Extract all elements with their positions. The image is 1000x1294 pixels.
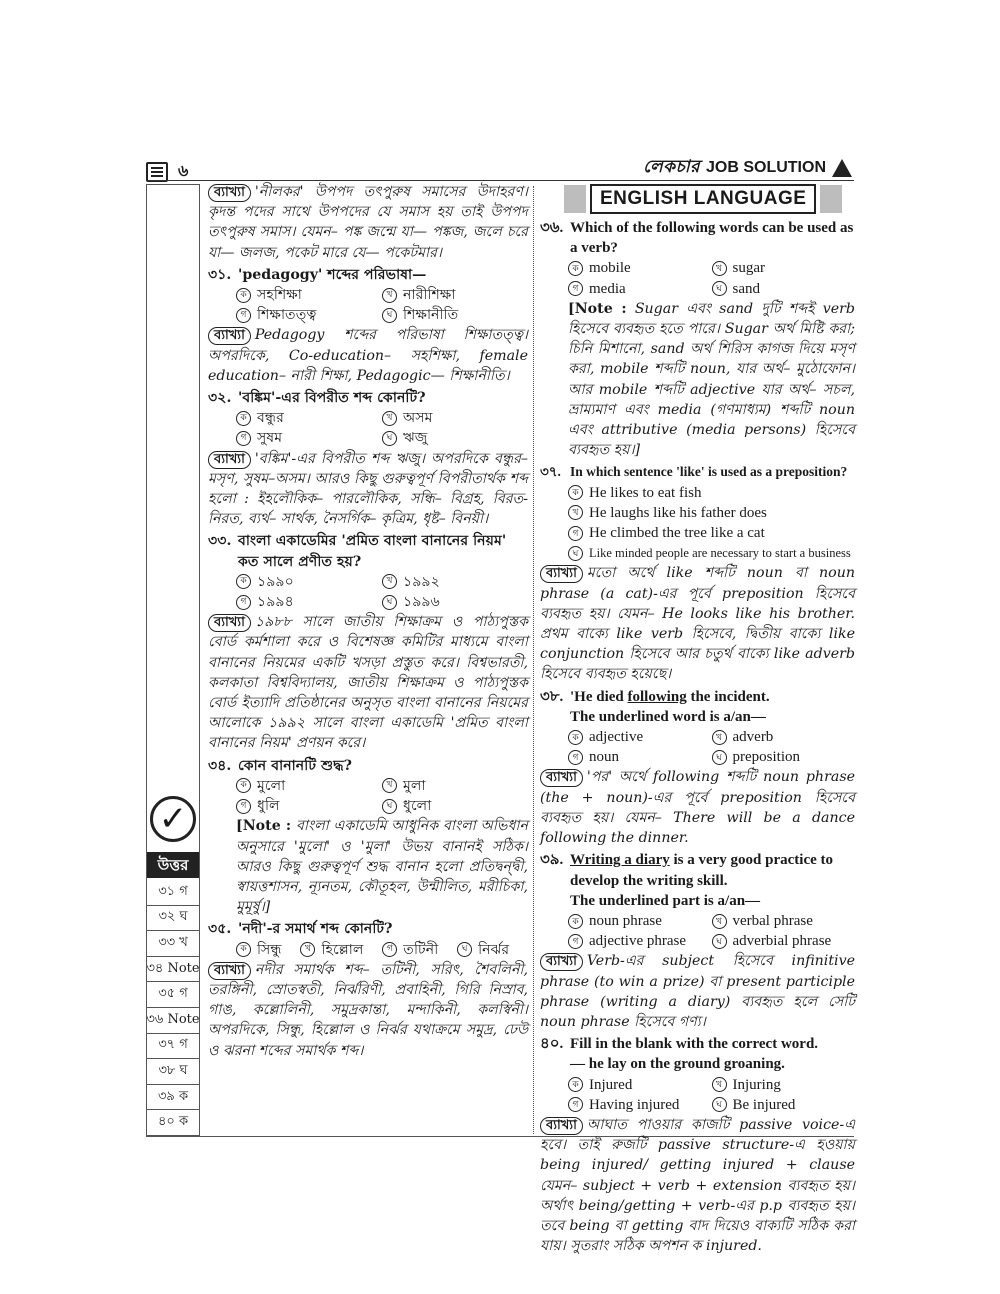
question-31 <box>208 265 528 285</box>
option-kha <box>712 1075 856 1095</box>
option-marker: গ <box>568 934 583 949</box>
option-text: ১৯৯৬ <box>403 594 440 611</box>
option-ka <box>568 258 712 278</box>
header-divider <box>146 180 854 181</box>
explanation-block <box>208 325 528 386</box>
option-text: মুলো <box>257 777 286 794</box>
option-marker: খ <box>712 730 727 745</box>
brand-name: লেকচার <box>643 157 700 177</box>
option-gha <box>712 279 856 299</box>
explanation-text: নদীর সমার্থক শব্দ– তটিনী, সরিৎ, শৈবলিনী, তরঙ্গিনী, স্রোতস্বতী, নির্ঝরিণী, প্রবাহিনী, গিরি নিস্রাব, গাঙ, কল্লোলিনী, সমুদ্রকান্তা, মন্দাকিনী, কলস্বিনী। অপরদিকে, সিন্ধু, হিল্লোল ও নির্ঝর যথাক্রমে সমুদ্র, ঢেউ ও ঝরনা শব্দের সমার্থক শব্দ। <box>208 961 528 1059</box>
option-ka <box>236 940 300 960</box>
note-text: বাংলা একাডেমি আধুনিক বাংলা অভিধান অনুসারে 'মুলো' ও 'মুলা' উভয় বানানই সঠিক। আরও কিছু গুরুত্বপূর্ণ শুদ্ধ বানান হলো প্রতিদ্বন্দ্বী, স্বায়ত্তশাসন, ন্যূনতম, কৌতূহল, উন্মীলিত, মরীচিকা, মুমূর্ষু।] <box>236 818 528 916</box>
option-marker: গ <box>236 308 251 323</box>
explanation-block <box>208 960 528 1061</box>
option-text: নির্ঝর <box>478 941 510 958</box>
option-text: He climbed the tree like a cat <box>589 525 765 542</box>
option-text: adverb <box>732 729 774 746</box>
option-marker: ক <box>568 261 583 276</box>
question-33-options <box>208 572 528 612</box>
question-number: ৩৩. <box>208 533 232 550</box>
question-39-options <box>540 911 855 951</box>
option-text: ধুলি <box>257 798 280 815</box>
option-ga <box>568 279 712 299</box>
book-icon <box>146 162 168 182</box>
option-ka <box>236 408 382 428</box>
option-marker: ক <box>568 914 583 929</box>
note-block: [Note : বাংলা একাডেমি আধুনিক বাংলা অভিধান অনুসারে 'মুলো' ও 'মুলা' উভয় বানানই সঠিক। আরও কিছু গুরুত্বপূর্ণ শুদ্ধ বানান হলো প্রতিদ্বন্দ্বী, স্বায়ত্তশাসন, ন্যূনতম, কৌতূহল, উন্মীলিত, মরীচিকা, মুমূর্ষু।] <box>236 818 528 916</box>
option-ka <box>236 776 382 796</box>
explanation-block <box>208 449 528 530</box>
option-gha <box>712 931 856 951</box>
option-marker: খ <box>382 288 397 303</box>
question-number: ৩৪. <box>208 757 232 774</box>
option-text: ১৯৯০ <box>257 573 294 590</box>
option-marker: ক <box>568 1077 583 1092</box>
option-ga <box>382 940 457 960</box>
option-ga <box>568 523 855 543</box>
explanation-tag: ব্যাখ্যা <box>540 953 583 971</box>
option-marker: ক <box>568 730 583 745</box>
option-marker: ঘ <box>382 431 397 446</box>
option-marker: ক <box>236 942 251 957</box>
option-ga <box>236 592 382 612</box>
banner-accent <box>820 185 842 213</box>
answer-key-row: ৩৭ গ <box>147 1034 199 1060</box>
note-block: [Note : Sugar এবং sand দুটি শব্দই verb হিসেবে ব্যবহৃত হতে পারে। Sugar অর্থ মিষ্টি করা; চিনি মিশানো, sand অর্থ শিরিস কাগজ দিয়ে মসৃণ করা, mobile শব্দটি noun, যার অর্থ– মুঠোফোন। আর mobile শব্দটি adjective যার অর্থ– সচল, ভ্রাম্যমাণ এবং media (গণমাধ্যম) শব্দটি noun এবং attributive (media persons) হিসেবে ব্যবহৃত হয়।] <box>568 300 855 459</box>
explanation-text: আঘাত পাওয়ার কাজটি passive voice-এ হবে। তাই রুজটি passive structure-এ হওয়ায় being injured/ getting injured + clause যেমন– subject + verb + extension ব্যবহৃত হয়। অর্থাৎ being/getting + verb-এর p.p ব্যবহৃত হয়। তবে being বা getting বাদ দিয়েও বাক্যটি সঠিক করা যায়। সুতরাং সঠিক অপশন ক injured. <box>540 1116 855 1255</box>
question-subtext: The underlined word is a/an— <box>570 708 766 725</box>
option-text: সুষম <box>257 430 283 447</box>
option-text: He laughs like his father does <box>589 504 767 521</box>
option-marker: ঘ <box>568 546 583 561</box>
question-38-options <box>540 727 855 767</box>
explanation-text: 'বঙ্কিম'-এর বিপরীত শব্দ ঋজু। অপরদিকে বন্ধুর– মসৃণ, সুষম–অসম। আরও কিছু গুরুত্বপূর্ণ বিপরীতার্থক শব্দ হলো : ইহলৌকিক– পারলৌকিক, সন্ধি– বিগ্রহ, বিরত-নিরত, ব্যর্থ– সার্থক, নৈসর্গিক– কৃত্রিম, ধৃষ্ট– বিনয়ী। <box>208 450 528 528</box>
option-text: নারীশিক্ষা <box>403 287 456 304</box>
option-marker: ঘ <box>712 750 727 765</box>
option-marker: খ <box>712 914 727 929</box>
question-text-part: 'He died <box>570 688 628 705</box>
option-text: Like minded people are necessary to start a business <box>589 546 851 561</box>
option-marker: গ <box>568 526 583 541</box>
question-34 <box>208 756 528 776</box>
explanation-text: Pedagogy শব্দের পরিভাষা শিক্ষাতত্ত্ব। অপরদিকে, Co-education– সহশিক্ষা, female education– নারী শিক্ষা, Pedagogic— শিক্ষানীতি। <box>208 327 528 384</box>
option-kha <box>712 258 856 278</box>
option-text: sand <box>732 280 760 297</box>
question-number: ৩৯. <box>540 852 564 869</box>
question-37 <box>540 462 855 482</box>
option-kha <box>382 408 528 428</box>
option-text: শিক্ষাতত্ত্ব <box>257 307 317 324</box>
checkmark-icon: ✓ <box>150 796 196 842</box>
explanation-tag: ব্যাখ্যা <box>540 1117 583 1135</box>
question-40-options <box>540 1075 855 1115</box>
note-text: Sugar এবং sand দুটি শব্দই verb হিসেবে ব্যবহৃত হতে পারে। Sugar অর্থ মিষ্টি করা; চিনি মিশানো, sand অর্থ শিরিস কাগজ দিয়ে মসৃণ করা, mobile শব্দটি noun, যার অর্থ– মুঠোফোন। আর mobile শব্দটি adjective যার অর্থ– সচল, ভ্রাম্যমাণ এবং media (গণমাধ্যম) শব্দটি noun এবং attributive (media persons) হিসেবে ব্যবহৃত হয়।] <box>568 300 855 459</box>
question-34-options <box>208 776 528 816</box>
explanation-block <box>540 767 855 848</box>
question-subtext: — he lay on the ground groaning. <box>570 1056 785 1073</box>
column-divider <box>533 186 534 1134</box>
option-gha <box>382 592 528 612</box>
answer-key-row: ৩৮ ঘ <box>147 1059 199 1085</box>
question-text: 'pedagogy' শব্দের পরিভাষা— <box>238 266 427 283</box>
explanation-block <box>208 182 528 263</box>
option-text: ১৯৯৪ <box>257 594 294 611</box>
explanation-text: ১৯৮৮ সালে জাতীয় শিক্ষাক্রম ও পাঠ্যপুস্তক বোর্ড কর্মশালা করে ও বিশেষজ্ঞ কমিটির মাধ্যমে বাংলা বানানের নিয়মের একটি খসড়া প্রস্তুত করে। বিশ্বভারতী, কলকাতা বিশ্ববিদ্যালয়, জাতীয় শিক্ষাক্রম ও পাঠ্যপুস্তক বোর্ড ইত্যাদি প্রতিষ্ঠানের অনুসৃত বাংলা বানানের নিয়মের আলোকে ১৯৯২ সালে বাংলা একাডেমি 'প্রমিত বাংলা বানানের নিয়ম' প্রণয়ন করে। <box>208 614 528 752</box>
option-marker: গ <box>568 750 583 765</box>
question-38 <box>540 687 855 727</box>
option-ka <box>568 483 855 503</box>
explanation-text: Verb-এর subject হিসেবে infinitive phrase (to win a prize) বা present participle phrase (writing a diary) ব্যবহৃত হলে সেটি noun phrase হিসেবে গণ্য। <box>540 953 855 1030</box>
question-text: In which sentence 'like' is used as a preposition? <box>570 464 848 480</box>
option-text: ঋজু <box>403 430 428 447</box>
option-gha <box>568 543 855 563</box>
option-kha <box>382 285 528 305</box>
question-text-part: Fill in the blank with the correct word. <box>570 1036 819 1053</box>
option-text: Be injured <box>732 1096 796 1113</box>
option-text: অসম <box>403 410 433 427</box>
question-35 <box>208 919 528 939</box>
option-text: Having injured <box>589 1096 680 1113</box>
option-gha <box>712 1095 856 1115</box>
option-ka <box>568 911 712 931</box>
option-marker: ক <box>236 288 251 303</box>
answer-key-row: ৩৯ ক <box>147 1085 199 1111</box>
option-gha <box>712 747 856 767</box>
option-ka <box>568 727 712 747</box>
question-text: Which of the following words can be used as a verb? <box>570 220 854 257</box>
question-subtext: The underlined part is a/an— <box>570 892 761 909</box>
explanation-tag: ব্যাখ্যা <box>208 451 251 469</box>
option-marker: ঘ <box>382 308 397 323</box>
question-number: ৪০. <box>540 1036 564 1053</box>
underlined-phrase: Writing a diary <box>570 852 670 869</box>
option-kha <box>712 727 856 747</box>
explanation-tag: ব্যাখ্যা <box>208 184 251 202</box>
question-text <box>570 687 855 727</box>
option-text: noun <box>589 749 619 766</box>
option-text: হিল্লোল <box>321 941 364 958</box>
option-text: শিক্ষানীতি <box>403 307 459 324</box>
option-text: mobile <box>589 260 631 277</box>
question-text: 'বঙ্কিম'-এর বিপরীত শব্দ কোনটি? <box>238 390 426 407</box>
option-ka <box>568 1075 712 1095</box>
option-marker: ক <box>568 485 583 500</box>
explanation-tag: ব্যাখ্যা <box>208 614 251 632</box>
explanation-tag: ব্যাখ্যা <box>540 769 583 787</box>
section-banner <box>564 184 855 214</box>
option-ga <box>568 931 712 951</box>
option-kha <box>382 572 528 592</box>
option-marker: খ <box>300 942 315 957</box>
page-header-right <box>643 154 852 182</box>
question-text: 'নদী'-র সমার্থ শব্দ কোনটি? <box>238 921 393 938</box>
option-text: বন্ধুর <box>257 410 284 427</box>
option-marker: গ <box>568 1097 583 1112</box>
brand-logo-icon <box>832 159 852 177</box>
question-text: বাংলা একাডেমির 'প্রমিত বাংলা বানানের নিয়ম' কত সালে প্রণীত হয়? <box>238 533 507 570</box>
english-questions-column <box>540 182 855 1256</box>
explanation-block <box>540 1115 855 1256</box>
option-marker: গ <box>382 942 397 957</box>
question-36-options <box>540 258 855 298</box>
answer-key-row: ৩৩ খ <box>147 931 199 957</box>
option-marker: ঘ <box>712 281 727 296</box>
question-33 <box>208 531 528 571</box>
option-gha <box>457 940 528 960</box>
underlined-word: following <box>627 688 687 705</box>
option-ga <box>568 1095 712 1115</box>
option-text: media <box>589 280 626 297</box>
explanation-block <box>540 951 855 1032</box>
option-text: noun phrase <box>589 912 662 929</box>
question-number: ৩৭. <box>540 464 561 480</box>
question-40 <box>540 1034 855 1074</box>
option-kha <box>300 940 382 960</box>
option-marker: খ <box>712 261 727 276</box>
question-32 <box>208 388 528 408</box>
option-marker: ক <box>236 574 251 589</box>
explanation-block <box>208 612 528 753</box>
note-label: Note : <box>574 300 627 317</box>
option-text: He likes to eat fish <box>589 484 702 501</box>
brand-tagline: JOB SOLUTION <box>705 159 826 176</box>
option-text: preposition <box>732 749 800 766</box>
option-text: Injured <box>589 1076 633 1093</box>
option-ga <box>236 796 382 816</box>
option-ka <box>236 285 382 305</box>
option-marker: ঘ <box>712 1097 727 1112</box>
answer-key-title: উত্তর <box>147 852 199 878</box>
option-text: তটিনী <box>403 941 439 958</box>
option-text: ১৯৯২ <box>403 573 440 590</box>
answer-key-row: ৩২ ঘ <box>147 906 199 932</box>
option-text: sugar <box>732 260 765 277</box>
option-marker: ক <box>236 411 251 426</box>
question-36 <box>540 218 855 258</box>
explanation-text: মতো অর্থে like শব্দটি noun বা noun phrase (a cat)-এর পূর্বে preposition হিসেবে ব্যবহৃত হয়। যেমন– He looks like his brother. প্রথম বাক্যে like verb হিসেবে, দ্বিতীয় বাক্যে like conjunction হিসেবে আর চতুর্থ বাক্যে like adverb হিসেবে ব্যবহৃত হয়েছে। <box>540 565 855 683</box>
option-marker: গ <box>568 281 583 296</box>
option-gha <box>382 796 528 816</box>
question-number: ৩২. <box>208 390 232 407</box>
question-39 <box>540 850 855 911</box>
option-marker: ঘ <box>712 934 727 949</box>
section-title: ENGLISH LANGUAGE <box>590 184 816 214</box>
question-text: কোন বানানটি শুদ্ধ? <box>238 757 352 774</box>
option-ga <box>568 747 712 767</box>
option-ka <box>236 572 382 592</box>
option-marker: গ <box>236 431 251 446</box>
option-marker: গ <box>236 595 251 610</box>
page-number: ৬ <box>178 161 189 180</box>
explanation-text: 'নীলকর' উপপদ তৎপুরুষ সমাসের উদাহরণ। কৃদন্ত পদের সাথে উপপদের যে সমাস হয় তাই উপপদ তৎপুরুষ সমাস। যেমন– পঙ্ক জন্মে যা— পঙ্কজ, জলে চরে যা— জলজ, পকেট মারে যে— পকেটমার। <box>208 184 528 261</box>
option-marker: ঘ <box>382 595 397 610</box>
note-label: Note : <box>242 818 292 835</box>
question-text-part: is a very good practice to develop the writing skill. <box>570 852 834 889</box>
option-gha <box>382 305 528 325</box>
option-marker: গ <box>236 799 251 814</box>
answer-key-row: ৩৫ গ <box>147 982 199 1008</box>
question-text <box>570 1034 855 1074</box>
option-ga <box>236 305 382 325</box>
answer-key-row: ৪০ ক <box>147 1110 199 1136</box>
question-35-options <box>208 940 528 960</box>
option-kha <box>568 503 855 523</box>
question-number: ৩১. <box>208 266 232 283</box>
answer-key-row: ৩৬ Note <box>147 1008 199 1034</box>
option-text: adverbial phrase <box>732 933 832 950</box>
question-number: ৩৬. <box>540 220 564 236</box>
option-text: সহশিক্ষা <box>257 287 302 304</box>
option-kha <box>382 776 528 796</box>
question-number: ৩৮. <box>540 688 564 705</box>
option-ga <box>236 428 382 448</box>
bengali-questions-column <box>208 182 528 1061</box>
question-text <box>570 850 855 911</box>
explanation-block <box>540 563 855 684</box>
option-marker: খ <box>382 411 397 426</box>
explanation-text: 'পর' অর্থে following শব্দটি noun phrase (the + noun)-এর পূর্বে preposition হিসেবে ব্যবহৃত হয়। যেমন– There will be a dance following the dinner. <box>540 769 855 847</box>
question-37-options <box>540 483 855 564</box>
option-marker: ঘ <box>457 942 472 957</box>
option-text: adjective phrase <box>589 933 687 950</box>
option-text: Injuring <box>732 1076 781 1093</box>
option-marker: ক <box>236 778 251 793</box>
explanation-tag: ব্যাখ্যা <box>208 327 251 345</box>
question-number: ৩৫. <box>208 921 232 938</box>
question-32-options <box>208 408 528 448</box>
option-kha <box>712 911 856 931</box>
option-marker: খ <box>382 778 397 793</box>
option-marker: খ <box>712 1077 727 1092</box>
option-text: সিন্ধু <box>257 941 282 958</box>
explanation-tag: ব্যাখ্যা <box>208 962 251 980</box>
answer-key-row: ৩১ গ <box>147 880 199 906</box>
banner-accent <box>564 185 586 213</box>
option-gha <box>382 428 528 448</box>
answer-key-row: ৩৪ Note <box>147 957 199 983</box>
option-text: ধুলো <box>403 798 432 815</box>
question-text-part: the incident. <box>686 688 770 705</box>
option-text: verbal phrase <box>732 912 813 929</box>
option-marker: ঘ <box>382 799 397 814</box>
option-marker: খ <box>382 574 397 589</box>
explanation-tag: ব্যাখ্যা <box>540 565 583 583</box>
question-31-options <box>208 285 528 325</box>
option-text: adjective <box>589 729 644 746</box>
option-text: মুলা <box>403 777 426 794</box>
option-marker: খ <box>568 505 583 520</box>
answer-key-list <box>147 880 199 1136</box>
